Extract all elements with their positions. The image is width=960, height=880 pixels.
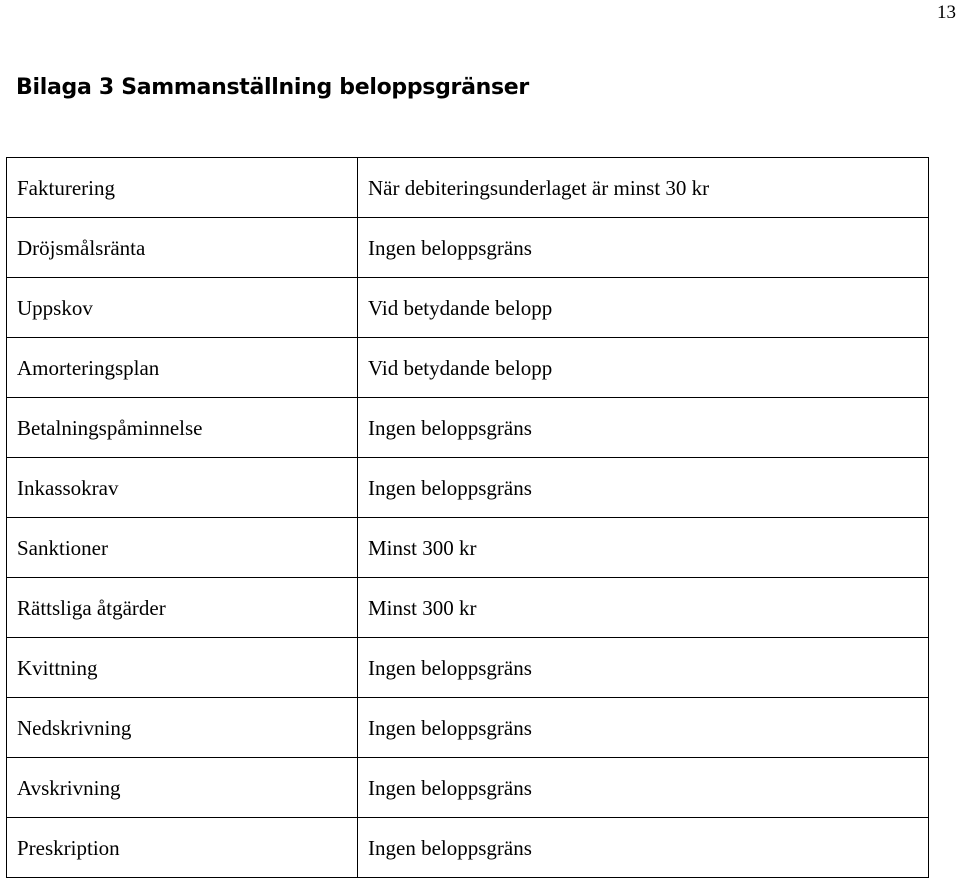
measure-cell: Rättsliga åtgärder (7, 578, 358, 638)
measure-cell: Inkassokrav (7, 458, 358, 518)
measure-cell: Sanktioner (7, 518, 358, 578)
measure-cell: Betalningspåminnelse (7, 398, 358, 458)
limit-cell: Vid betydande belopp (358, 278, 929, 338)
measure-cell: Fakturering (7, 158, 358, 218)
table-row (7, 698, 929, 758)
limit-cell: Minst 300 kr (358, 578, 929, 638)
measure-cell: Avskrivning (7, 758, 358, 818)
limit-cell: Ingen beloppsgräns (358, 458, 929, 518)
table-row (7, 398, 929, 458)
measure-cell: Kvittning (7, 638, 358, 698)
measure-cell: Preskription (7, 818, 358, 878)
measure-cell: Uppskov (7, 278, 358, 338)
measure-cell: Nedskrivning (7, 698, 358, 758)
limit-cell: Minst 300 kr (358, 518, 929, 578)
table-row (7, 758, 929, 818)
table-row (7, 158, 929, 218)
limit-cell: Vid betydande belopp (358, 338, 929, 398)
table-row (7, 338, 929, 398)
amount-limits-table (6, 157, 929, 878)
table-row (7, 638, 929, 698)
limit-cell: Ingen beloppsgräns (358, 218, 929, 278)
limit-cell: När debiteringsunderlaget är minst 30 kr (358, 158, 929, 218)
measure-cell: Amorteringsplan (7, 338, 358, 398)
table-row (7, 458, 929, 518)
limit-cell: Ingen beloppsgräns (358, 758, 929, 818)
amount-limits-table-body (7, 158, 929, 878)
table-row (7, 518, 929, 578)
table-row (7, 578, 929, 638)
table-row (7, 818, 929, 878)
table-row (7, 278, 929, 338)
limit-cell: Ingen beloppsgräns (358, 638, 929, 698)
limit-cell: Ingen beloppsgräns (358, 698, 929, 758)
measure-cell: Dröjsmålsränta (7, 218, 358, 278)
page-number: 13 (937, 2, 956, 23)
limit-cell: Ingen beloppsgräns (358, 818, 929, 878)
table-row (7, 218, 929, 278)
limit-cell: Ingen beloppsgräns (358, 398, 929, 458)
page-title: Bilaga 3 Sammanställning beloppsgränser (16, 75, 529, 100)
